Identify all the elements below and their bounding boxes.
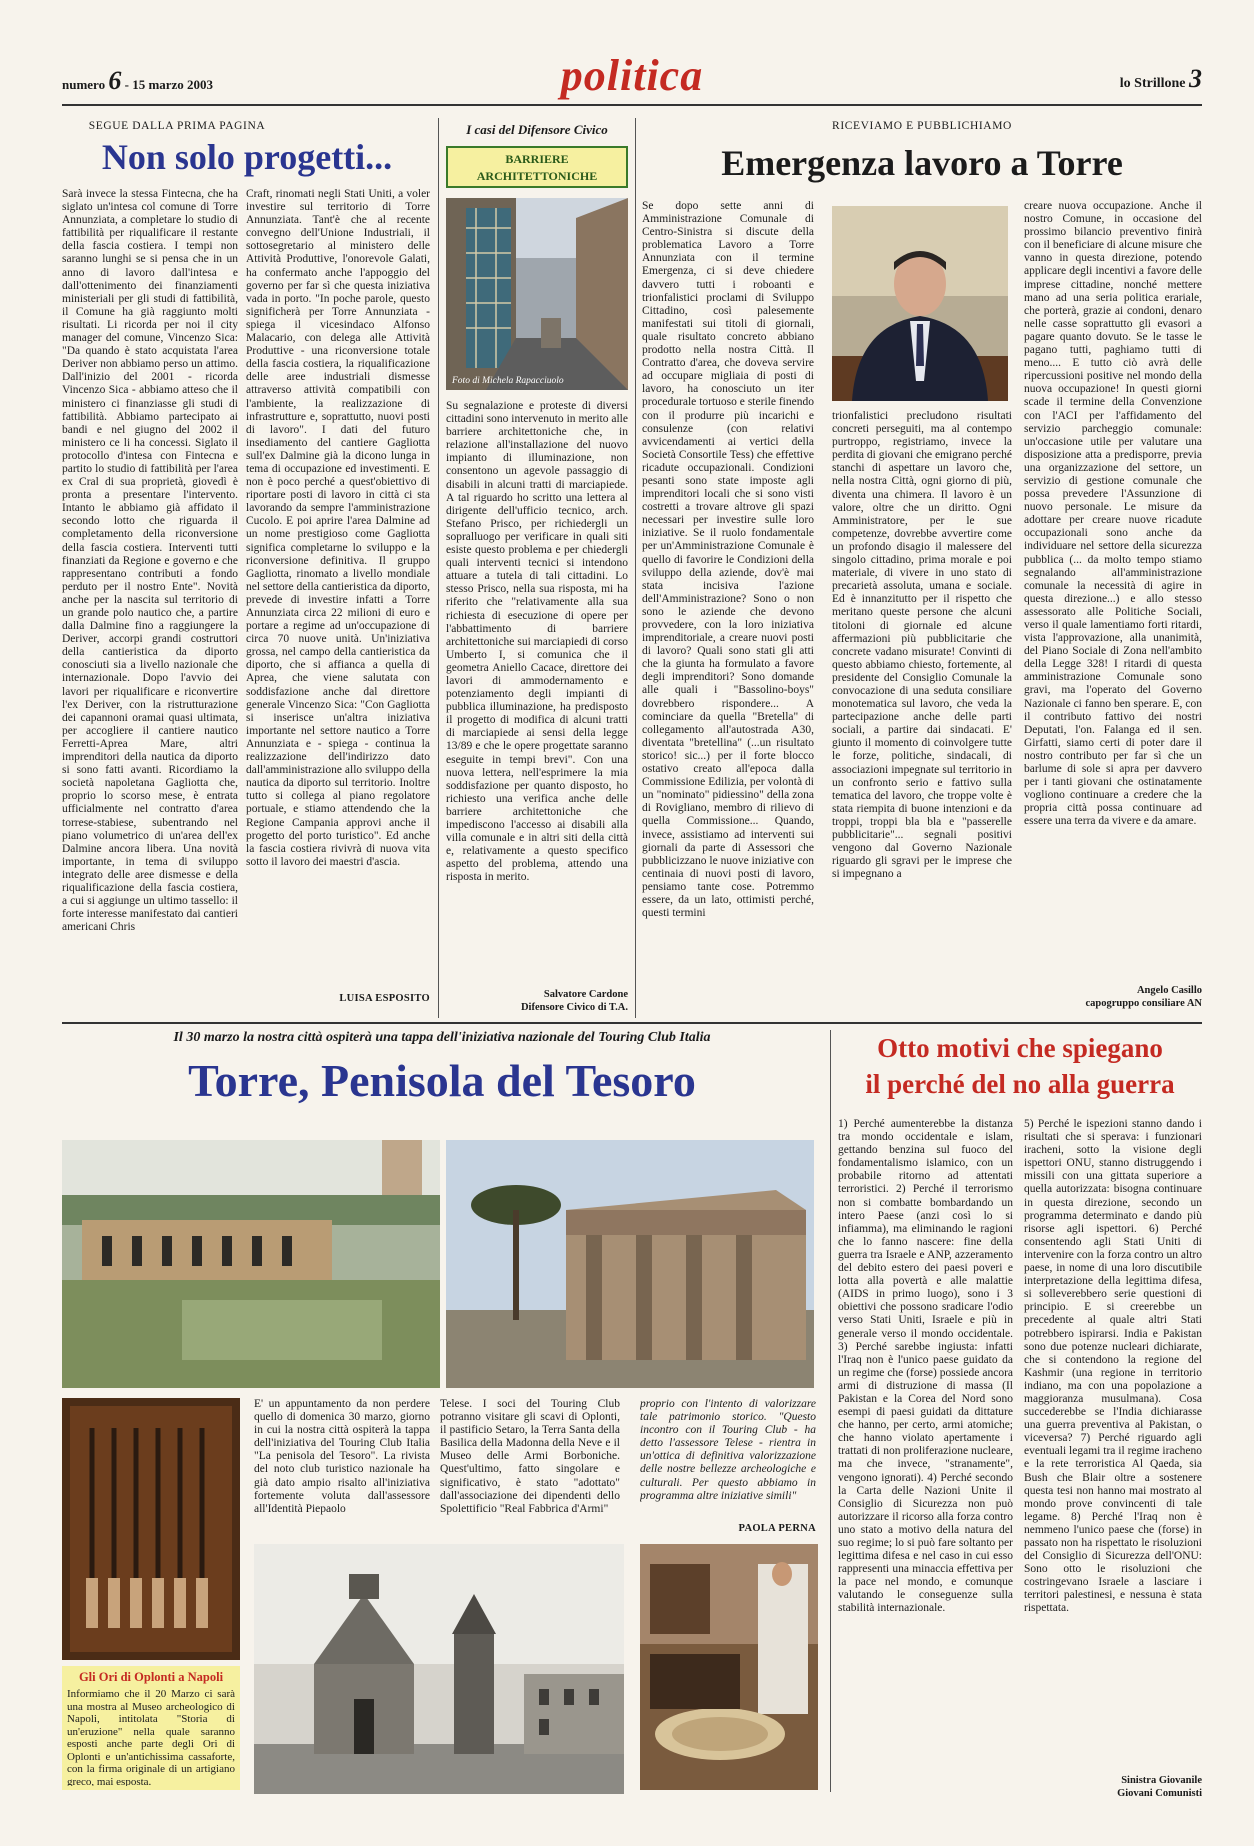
guerra-col1: 1) Perché aumenterebbe la distanza tra mondo occidentale e islam, gettando benzina sul fuoco del fondamentalismo islamico, con un probabile ritorno ad attentati terroristici. 2) Perché il terrorismo non si combatte bombardando un intero Paese (anzi così lo si infiamma), ma eliminando le ragioni che lo fanno nascere: fine della guerra tra Israele e ANP, azzeramento del debito estero dei paesi poveri e lotta alla povertà e alle malattie (AIDS in primo luogo), sono i 3 obiettivi che possono sradicare l'odio verso Stati Uniti, Israele e più in generale verso il mondo occidentale. 3) Perché sarebbe ingiusta: infatti l'Iraq non è l'unico paese guidato da un regime che (forse) possiede ancora armi di distruzione di massa (Il Pakistan e la Corea del Nord sono esempi di paesi guidati da dittature che hanno, per certo, armi atomiche; che hanno violato apertamente i trattati di non proliferazione nucleare, ma che invece, "stranamente", vengono ignorati). 4) Perché secondo la Carta delle Nazioni Unite il Consiglio di Sicurezza non può autorizzare il ricorso alla forza contro uno stato a motivo della natura del suo regime; lo si può fare soltanto per legittima difesa e nel caso in cui esso rappresenti una minaccia effettiva per la pace nel mondo, e comunque valutando le conseguenze sulla stabilità internazionale. [838,1118,1013,1615]
ori-box-title: Gli Ori di Oplonti a Napoli [78,1670,224,1684]
villa-photo [62,1140,440,1388]
progetti-title: Non solo progetti... [101,137,393,177]
emergenza-col1: Se dopo sette anni di Amministrazione Comunale di Centro-Sinistra si discute della problematica Lavoro a Torre Annunziata con il termine Emergenza, ci si deve chiedere davvero tutti i roboanti e trionfalistici proclami di Sviluppo Cittadino, così palesemente manifestati sui titoli di giornali, quale risultato concreto abbiano prodotto nella nostra Città. Il Contratto d'area, che doveva servire ad occupare migliaia di posti di lavoro, ha conosciuto un iter procedurale tortuoso e sterile finendo con il produrre più incarichi e consulenze (con relativi avvicendamenti ai vertici della Società Consortile Tess) che effettive ricadute occupazionali. Condizioni pesanti sono state imposte agli imprenditori locali che si sono visti costretti a trovare altrove gli spazi necessari per investire sulle loro iniziative. Se il ruolo fondamentale per un'Amministrazione Comunale è quello di favorire le Condizioni della sviluppo della aziende, dov'è mai stata incisiva l'azione dell'Amministrazione? Sono o non sono le aziende che devono provvedere, con la loro iniziativa imprenditoriale, a creare nuovi posti di lavoro? Quali sono stati gli atti che la giunta ha formulato a favore degli imprenditori? Sono domande alle quali i "Bassolino-boys" dovrebbero rispondere... A cominciare da quella "Bretella" di collegamento all'autostrada A30, diventata "bretellina" (...un risultato storico! sic...) per il forte blocco ostativo creato all'epoca dalla Commissione Edilizia, per volontà di un "nominato" pidiessino" della zona di Rovigliano, membro di rilievo di quella Commissione... Quando, invece, assistiamo ad interventi sui giornali da parte di Assessori che pubblicizzano le nuove iniziative con centinaia di nuovi posti di lavoro, pensiamo tante cose. Potremmo essere, da un lato, ottimisti perché, questi termini [642,200,814,920]
progetti-col1: Sarà invece la stessa Fintecna, che ha siglato un'intesa col comune di Torre Annunziata, a completare lo studio di fattibilità per riqualificare il restante della fascia costiera. I tempi non saranno lunghi se si pensa che in un anno di lavoro dall'intesa e dall'ottenimento dei finanziamenti ministeriali per gli studi di fattibilità, il Comune ha già raggiunto molti risultati. Li ricorda per noi il city manager del comune, Vincenzo Sica: "Da quando è stato acquistata l'area Deriver non abbiamo perso un attimo. Dall'inizio del 2001 - ricorda Vincenzo Sica - abbiamo atteso che il ministero ci finanziasse gli studi di fattibilità. Abbiamo partecipato ai bandi e nel giugno del 2002 il ministero ce li ha concessi. Siglato il protocollo d'intesa con Fintecna e partito lo studio di fattibilità per l'area ex Cral di sua proprietà, giovedì è pronta a presentare l'intervento. Intanto le abbiamo già affidato il secondo lotto che riguarda il completamento della riconversione della fascia costiera. Interventi tutti finanziati da Regione e governo e che rappresentano contributi a fondo perduto per il nostro Ente". Novità anche per la nascita sul territorio di un grande polo nautico che, a partire dalla Dalmine fino a raggiungere la Deriver, accorpi grandi costruttori della cantieristica da diporto conosciuti sia a livello nazionale che internazionale. Dopo l'avvio dei lavori per riqualificare e riconvertire l'ex Deriver, con la ristrutturazione dei capannoni oramai quasi ultimata, per accogliere il cantiere nautico Ferretti-Aprea Mare, altri imprenditori della nautica da diporto si sono fatti avanti. Ricordiamo la società napoletana Gagliotta che, proprio lo scorso mese, è entrata ufficialmente nel contratto d'area torrese-stabiese, subentrando nel piano volumetrico di un'area dell'ex Dalmine ancora libera. Una novità importante, in tema di sviluppo integrato delle aree dismesse e della riqualificazione della fascia costiera, a cui si aggiunge un ultimo tassello: il forte interesse manifestato dai cantieri americani Chris [62,188,238,934]
touring-col2: Telese. I soci del Touring Club potranno visitare gli scavi di Oplonti, il pastificio Setaro, la Terra Santa della Basilica della Madonna della Neve e il Museo delle Armi Borboniche. Quest'ultimo, fatto singolare e significativo, è stato "adottato" dall'associazione dei dipendenti dello Spolettificio "Real Fabbrica d'Armi" [440,1398,620,1515]
guerra-title-line2: il perché del no alla guerra [865,1069,1175,1099]
rifles-photo [62,1398,240,1660]
barriere-box-title: BARRIERE ARCHITETTONICHE [476,152,598,183]
ori-box [62,1666,240,1790]
touring-kicker: Il 30 marzo la nostra città ospiterà una tappa dell'iniziativa nazionale del Touring Club Italia [173,1030,711,1045]
touring-col1: E' un appuntamento da non perdere quello di domenica 30 marzo, giorno in cui la nostra città ospiterà la tappa dell'iniziativa del Touring Club Italia "La penisola del Tesoro". La rivista del noto club turistico nazionale ha già dato ampio risalto all'iniziativa fortemente voluta dall'assessore all'Identità Piepaolo [254,1398,430,1515]
basilica-photo [254,1544,624,1794]
section-divider [62,1022,1202,1024]
barriere-box [446,146,628,188]
barriere-photo [446,198,628,390]
page-number: 3 [1189,64,1202,93]
emergenza-signature-name: Angelo Casillo [1136,985,1202,996]
issue-prefix: numero [62,77,106,92]
masthead-rule [62,104,1202,106]
oplonti-photo [446,1140,814,1388]
guerra-title [838,1030,1202,1102]
emergenza-title: Emergenza lavoro a Torre [721,143,1123,183]
guerra-signature-line1: Sinistra Giovanile [1121,1775,1202,1786]
section-name: politica [560,51,704,100]
ori-box-body: Informiamo che il 20 Marzo ci sarà una mostra al Museo archeologico di Napoli, intitolata "Storia di un'eruzione" nella quale saranno esposti anche parte degli Ori di Oplonti e un'antichissima cassaforte, con la firma originale di un artigiano greco, mai esposta. [67,1688,235,1786]
touring-signature: PAOLA PERNA [738,1523,816,1534]
emergenza-signature [1024,984,1202,1010]
masthead [62,50,1202,98]
guerra-title-line1: Otto motivi che spiegano [877,1033,1163,1063]
photo-credit: Foto di Michela Rapacciuolo [452,376,564,386]
progetti-kicker: SEGUE DALLA PRIMA PAGINA [88,120,266,132]
progetti-col2: Craft, rinomati negli Stati Uniti, a voler investire sul territorio di Torre Annunziata. Tant'è che al recente convegno dell'Unione Industriali, il sottosegretario al ministero delle Attività Produttive, l'onorevole Galati, ha confermato anche l'appoggio del governo per far sì che questa iniziativa vada in porto. "In poche parole, questo significherà per Torre Annunziata - spiega il vicesindaco Alfonso Malacario, con delega alle Attività Produttive - una riconversione totale della fascia costiera, la riqualificazione delle aree industriali dismesse attraverso attività compatibili con l'ambiente, la realizzazione di infrastrutture e, soprattutto, nuovi posti di lavoro". I dati del futuro insediamento del cantiere Gagliotta sull'ex Dalmine già la dicono lunga in tema di occupazione ed investimenti. E non è poco perché a quest'obiettivo di riportare posti di lavoro in città ci sta lavorando da sempre l'amministrazione Cucolo. E poi aprire l'area Dalmine ad un nome prestigioso come Gagliotta significa completarne lo sviluppo e la riconversione definitiva. Il gruppo Gagliotta, rinomato a livello mondiale nel settore della cantieristica da diporto, prevede di investire infatti a Torre Annunziata circa 22 milioni di euro e portare a regime ad un'occupazione di circa 70 nuove unità. Un'iniziativa grossa, nel campo della cantieristica da diporto, che si affianca a quella di Aprea, che viene salutata con soddisfazione anche dal direttore generale Vincenzo Sica: "Con Gagliotta si inserisce un'altra iniziativa importante nel settore nautico a Torre Annunziata e - spiega - continua la realizzazione dell'indirizzo dato dall'amministrazione allo sviluppo della nautica da diporto sul territorio. Inoltre tutto si collega al piano regolatore portuale, e stiamo attendendo che la Regione Campania approvi anche il progetto del porto turistico". Ed anche la fascia costiera rivivrà di nuova vita sotto il lavoro dei maestri d'ascia. [246,188,430,868]
barriere-kicker: I casi del Difensore Civico [466,122,608,137]
emergenza-col3: creare nuova occupazione. Anche il nostro Comune, in occasione del prossimo bilancio preventivo finirà con il beneficiare di alcune misure che vanno in questa direzione, potendo applicare degli incentivi a favore delle imprese cittadine, nonché mettere mano ad una seria politica erariale, che porterà, grazie ai condoni, denaro nelle casse soprattutto gli evasori a pagare quanto dovuto. Se le tasse le pagano tutti, paghiamo tutti di meno.... E tutto ciò avrà delle ripercussioni positive nel mondo della nuova occupazione! In questi giorni scade il termine della Convenzione con l'ACI per l'affidamento del servizio parcheggio comunale: un'occasione utile per valutare una disposizione atta a predisporre, previa una organizzazione del settore, un servizio di gestione comunale che possa prevedere l'Assunzione di nuovo personale. Le misure da adottare per creare nuove ricadute occupazionali sono anche da individuare nel settore della sicurezza pubblica (... da molto tempo stiamo segnalando all'amministrazione comunale la necessità di agire in questa direzione...) e allo stesso assessorato alle Politiche Sociali, verso il quale lamentiamo forti ritardi, vista l'approvazione, alla unanimità, del Piano Sociale di Zona nell'ambito della Legge 328! I ritardi di questa amministrazione Comunale sono gravi, ma l'operato del Governo Nazionale ci fanno ben sperare. E, con il contributo fattivo dei nostri Deputati, l'on. Falanga ed il sen. Girfatti, siamo certi di poter dare il nostro contributo per far sì che un barlume di sole si apra per davvero per i tanti giovani che ostinatamente vogliono continuare a credere che la propria città possa continuare ad essere una terra da vivere e da amare. [1024,200,1202,828]
progetti-signature: LUISA ESPOSITO [339,993,430,1004]
column-divider [438,118,439,1018]
emergenza-signature-role: capogruppo consiliare AN [1085,998,1202,1009]
guerra-col2: 5) Perché le ispezioni stanno dando i risultati che si sperava: i funzionari iracheni, sotto la visione degli ispettori ONU, stanno distruggendo i missili con una gittata superiore a quella autorizzata: bisogna continuare in questa direzione, secondo un programma determinato e dando più risorse agli ispettori. 6) Perché consentendo agli Stati Uniti di intervenire con la forza contro un altro paese, in nome di una loro discutibile interpretazione della legittima difesa, si solleverebbero serie questioni di principio. E si creerebbe un precedente al quale altri Stati potrebbero ispirarsi. India e Pakistan sono due potenze nucleari dichiarate, che si contendono la regione del Kashmir (una regione in territorio indiano, ma con una popolazione a maggioranza musulmana). Cosa succederebbe se l'India dichiarasse una guerra preventiva al Pakistan, o viceversa? 7) Perché riguardo agli eventuali legami tra il regime iracheno e la rete terroristica Al Qaeda, sia Bush che Blair oltre a sostenere questa tesi non hanno mai mostrato al mondo prove convincenti di tale legame. 8) Perché l'Iraq non è nemmeno l'unico paese che (forse) in passato non ha rispettato le risoluzioni del Consiglio di Sicurezza dell'ONU: Sono otto le risoluzioni che costringevano Israele a lasciare i territori palestinesi, e nessuna è stata rispettata. [1024,1118,1202,1615]
author-photo [832,206,1008,401]
guerra-signature [1024,1774,1202,1800]
emergenza-kicker: RICEVIAMO E PUBBLICHIAMO [832,120,1012,132]
barriere-signature [446,988,628,1014]
emergenza-col2: trionfalistici precludono risultati concreti perseguiti, ma al contempo purtroppo, registriamo, invece la perdita di giovani che emigrano perché stanchi di aspettare un lavoro che, nella nostra Città, ogni giorno di più, diventa una chimera. Il lavoro è un valore, oltre che un diritto. Ogni Amministratore, per le sue competenze, dovrebbe avvertire come un profondo disagio il malessere del singolo cittadino, prima morale e poi materiale, di vivere in uno stato di precarietà assoluta, umana e sociale. Ed è innanzitutto per il rispetto che meritano queste persone che alcuni titoloni di giornale ed alcune affermazioni più pubblicitarie che concrete vadano misurate! Convinti di questo abbiamo chiesto, fortemente, al presidente del Consiglio Comunale la convocazione di una seduta consiliare monotematica sul lavoro, che veda la partecipazione anche delle parti sociali, a partire dai sindacati. E' giunto il momento di coinvolgere tutte le forze, politiche, sindacali, di associazioni impegnate sul territorio in un confronto serio e fattivo sulla tematica del lavoro, che troppe volte è stata riempita di buone intenzioni e da troppi, troppi bla bla e "passerelle pubblicitarie"... segnali positivi vengono dal Governo Nazionale riguardo gli sgravi per le imprese che si impegnano a [832,410,1012,881]
column-divider [830,1030,831,1792]
paper-name: lo Strillone [1119,76,1186,91]
column-divider [635,118,636,1018]
issue-date: - 15 marzo 2003 [124,77,214,92]
barriere-signature-name: Salvatore Cardone [543,989,628,1000]
barriere-body: Su segnalazione e proteste di diversi cittadini sono intervenuto in merito alle barriere architettoniche che, in relazione all'installazione del nuovo impianto di illuminazione, non consentono un agevole passaggio di disabili in alcuni tratti di marciapiede. A tal riguardo ho scritto una lettera al dirigente dell'ufficio tecnico, arch. Stefano Prisco, per richiedergli un sopralluogo per verificare in quali siti esiste questo problema e per chiedergli quali interventi tecnici si intendono attuare a tutela di tali cittadini. Lo stesso Prisco, nella sua risposta, mi ha riferito che "relativamente alla sua richiesta di esecuzione di opere per l'abbattimento di barriere architettoniche sui marciapiedi di corso Umberto I, si comunica che il geometra Aniello Cacace, direttore dei lavori di ammodernamento e potenziamento degli impianti di pubblica illuminazione, ha predisposto il progetto di modifica di alcuni tratti di marciapiede ai sensi della legge 13/89 e che le opere progettate saranno eseguite in tempi brevi". Con una nuova lettera, nell'esprimere la mia soddisfazione per quanto disposto, ho richiesto una verifica anche delle barriere architettoniche che impediscono l'accesso ai disabili alla villa comunale e in altri siti della città e, relativamente a questo specifico aspetto del problema, attendo una risposta in merito. [446,400,628,884]
issue-number: 6 [108,66,122,95]
barriere-signature-role: Difensore Civico di T.A. [520,1002,628,1013]
touring-col3: proprio con l'intento di valorizzare tale patrimonio storico. "Questo incontro con il Touring Club - ha detto l'assessore Telese - rientra in un'ottica di definitiva valorizzazione delle nostre bellezze archeologiche e culturali. Per questo abbiamo in programma altre iniziative simili" [640,1398,816,1502]
guerra-signature-line2: Giovani Comunisti [1117,1788,1202,1799]
paper-info [1120,64,1202,94]
museum-photo [640,1544,818,1790]
touring-title: Torre, Penisola del Tesoro [188,1055,696,1106]
